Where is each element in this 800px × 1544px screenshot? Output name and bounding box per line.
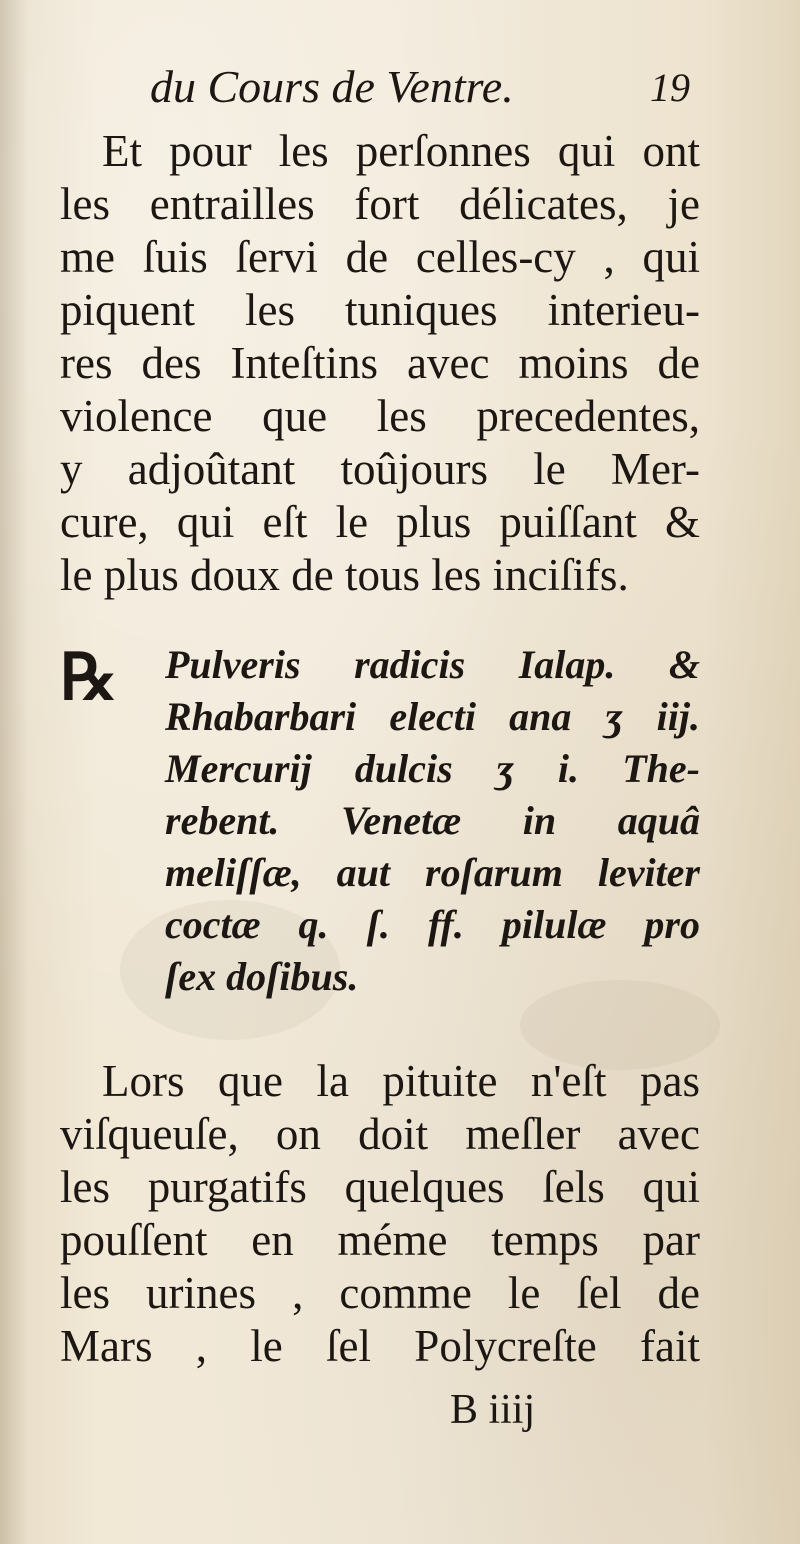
text-line: viſqueuſe, on doit meſler avec	[60, 1109, 700, 1159]
text-line: me ſuis ſervi de celles-cy , qui	[60, 232, 700, 282]
prescription	[60, 640, 700, 1000]
recipe-symbol-icon: ℞	[60, 642, 118, 713]
prescription-line: rebent. Venetæ in aquâ	[165, 798, 700, 843]
prescription-line: coctæ q. ſ. ff. pilulæ pro	[165, 902, 700, 947]
prescription-line: meliſſæ, aut roſarum leviter	[165, 850, 700, 895]
text-line: Mars , le ſel Polycreſte fait	[60, 1321, 700, 1371]
prescription-line: Rhabarbari electi ana ʒ iij.	[165, 694, 700, 739]
text-line: le plus doux de tous les inciſifs.	[60, 550, 629, 600]
prescription-line: Pulveris radicis Ialap. &	[165, 642, 700, 687]
text-line: res des Inteſtins avec moins de	[60, 338, 700, 388]
signature-mark: B iiij	[450, 1387, 536, 1433]
running-title: du Cours de Ventre.	[150, 61, 514, 112]
text-line: les urines , comme le ſel de	[60, 1268, 700, 1318]
page-header	[150, 60, 690, 130]
page-number: 19	[650, 65, 690, 110]
text-line: Et pour les perſonnes qui ont	[102, 126, 700, 176]
text-line: violence que les precedentes,	[60, 391, 700, 441]
text-line: Lors que la pituite n'eſt pas	[102, 1056, 700, 1106]
text-line: piquent les tuniques interieu-	[60, 285, 700, 335]
prescription-line: ſex doſibus.	[165, 954, 359, 999]
text-line: y adjoûtant toûjours le Mer-	[60, 444, 700, 494]
text-line: pouſſent en méme temps par	[60, 1215, 700, 1265]
text-line: les entrailles fort délicates, je	[60, 179, 700, 229]
paragraph-2	[60, 1055, 700, 1373]
page-gutter-shadow	[0, 0, 28, 1544]
paragraph-1	[60, 125, 700, 602]
prescription-line: Mercurij dulcis ʒ i. The-	[165, 746, 700, 791]
text-line: les purgatifs quelques ſels qui	[60, 1162, 700, 1212]
text-line: cure, qui eſt le plus puiſſant &	[60, 497, 700, 547]
